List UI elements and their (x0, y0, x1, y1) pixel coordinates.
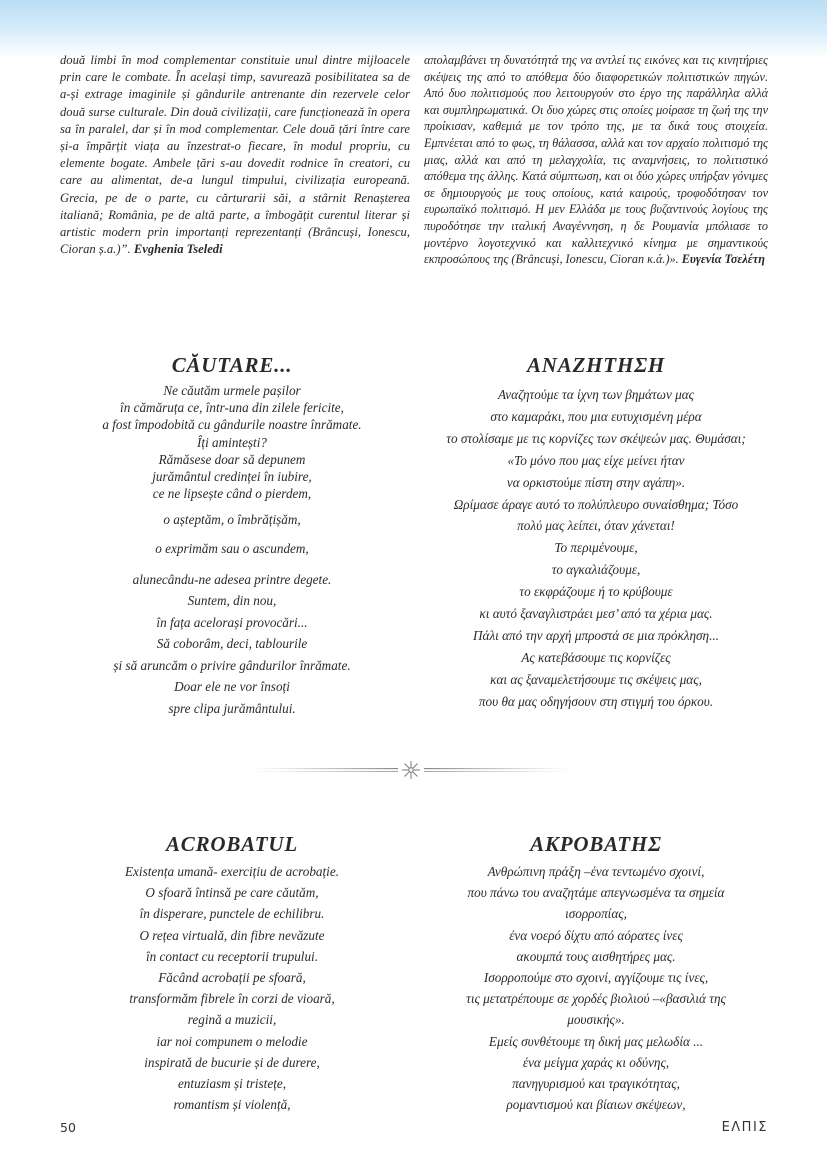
poem-title: ΑΚΡΟΒΑΤΗΣ (530, 832, 662, 856)
poem-line: πανηγυρισμού και τραγικότητας, (512, 1076, 680, 1092)
poem-line: regină a muzicii, (187, 1012, 277, 1028)
poem-line: μουσικής». (567, 1012, 625, 1028)
poem-line: το αγκαλιάζουμε, (551, 562, 641, 578)
poem-line: Ισορροπούμε στο σχοινί, αγγίζουμε τις ίνες, (483, 970, 709, 986)
poem-line: în cămăruța ce, într-una din zilele fericite, (120, 400, 344, 416)
page-number: 50 (60, 1120, 76, 1135)
poem-line: inspirată de bucurie și de durere, (144, 1054, 320, 1070)
poem-line: πολύ μας λείπει, όταν χάνεται! (517, 518, 675, 534)
poem-line: κι αυτό ξαναγλιστράει μεσ’ από τα χέρια μας. (479, 606, 713, 622)
poem-line: στο καμαράκι, που μια ευτυχισμένη μέρα (490, 408, 702, 424)
poem-akrovatis (426, 832, 766, 1115)
poem-line: Εμείς συνθέτουμε τη δική μας μελωδία ... (488, 1033, 704, 1049)
prose-left (60, 52, 410, 258)
poem-cautare (62, 353, 402, 719)
poem-line: ce ne lipsește când o pierdem, (152, 486, 312, 502)
prose-left-author: Evghenia Tseledi (133, 242, 223, 257)
poem-line: Αναζητούμε τα ίχνη των βημάτων μας (497, 387, 695, 402)
poem-line: iar noi compunem o melodie (156, 1033, 308, 1049)
poem-line: Existența umană- exercițiu de acrobație. (125, 864, 339, 879)
poem-line: ένα νοερό δίχτυ από αόρατες ίνες (509, 927, 683, 943)
poem-line: Suntem, din nou, (187, 593, 277, 609)
poem-title: ACROBATUL (165, 832, 299, 856)
poem-line: și să aruncăm o privire gândurilor înrămate. (113, 657, 351, 673)
poem-line: Ne căutăm urmele pașilor (163, 383, 301, 398)
poem-line: în disperare, punctele de echilibru. (139, 906, 325, 922)
magazine-name: ΕΛΠΙΣ (721, 1120, 768, 1135)
poem-line: το εκφράζουμε ή το κρύβουμε (519, 584, 673, 600)
poem-line: τις μετατρέπουμε σε χορδές βιολιού –«βασιλιά της (466, 991, 726, 1007)
poem-line: O rețea virtuală, din fibre nevăzute (139, 927, 325, 943)
poem-line: alunecându-ne adesea printre degete. (132, 571, 332, 587)
poem-line: Să coborâm, deci, tablourile (156, 636, 308, 652)
poem-line: Făcând acrobații pe sfoară, (158, 970, 306, 986)
poem-line: που πάνω του αναζητάμε απεγνωσμένα τα σημεία (467, 885, 725, 901)
poem-line: το στολίσαμε με τις κορνίζες των σκέψεών μας. Θυμάσαι; (446, 430, 746, 446)
prose-right-text: απολαμβάνει τη δυνατότητά της να αντλεί τις εικόνες και τις κινητήριες σκέψεις της από το απόθεμα δύο διαφορετικών πολιτιστικών πηγών. Από δυο πολιτισμούς που λειτουργούν στο έργο της παράλληλα αλλά και συμπληρωματικά. Οι δυο χώρες στις οποίες μοίρασε τη ζωή της την προίκισαν, καθεμιά με τον τρόπο της, με τα δικά τους στοιχεία. Εμπνέεται από το φως, τη θάλασσα, αλλά και τον αρχαίο πολιτισμό της μιας, αλλά και από τη μελαγχολία, τις αναμνήσεις, το πολιτιστικό απόθεμα της άλλης. Κατά σύμπτωση, και οι δύο χώρες υπήρξαν γόνιμες σε δημιουργούς με τους οποίους, κατά καιρούς, τροφοδότησαν τον ευρωπαϊκό πολιτισμό. Η μεν Ελλάδα με τους βυζαντινούς λογίους της πυροδότησε την ιταλική Αναγέννηση, η δε Ρουμανία μπόλιασε το μοντέρνο λογοτεχνικό και καλλιτεχνικό κίνημα με σημαντικούς εκπροσώπους της (Brâncuși, Ionescu, Cioran κ.ά.)». (424, 53, 768, 267)
poem-line: transformăm fibrele în corzi de vioară, (129, 991, 335, 1007)
poem-line: entuziasm și tristețe, (177, 1076, 287, 1092)
poem-line: ισορροπίας, (565, 906, 627, 922)
poem-title: CĂUTARE... (171, 353, 293, 377)
poem-line: în contact cu receptorii trupului. (145, 948, 319, 964)
poem-line: Doar ele ne vor însoți (174, 679, 290, 695)
prose-right (424, 52, 768, 268)
top-gradient-band (0, 0, 827, 58)
poem-title: ΑΝΑΖΗΤΗΣΗ (526, 353, 666, 377)
poem-line: jurământul credinței în iubire, (152, 469, 312, 485)
ornamental-star-divider-icon (252, 760, 570, 780)
poem-anazitisi (426, 353, 766, 713)
poem-line: Πάλι από την αρχή μπροστά σε μια πρόκληση... (473, 627, 719, 643)
poem-line: O sfoară întinsă pe care căutăm, (145, 885, 319, 901)
poem-acrobatul (62, 832, 402, 1115)
poem-line: ένα μείγμα χαράς κι οδύνης, (522, 1054, 670, 1070)
poem-line: Ωρίμασε άραγε αυτό το πολύπλευρο συναίσθημα; Τόσο (453, 496, 739, 512)
poem-line: Îți amintești? (197, 434, 267, 450)
prose-right-author: Ευγενία Τσελέτη (681, 252, 765, 267)
poem-line: Rămăsese doar să depunem (158, 451, 306, 467)
poem-line: în fața acelorași provocări... (156, 614, 308, 630)
poem-line: romantism și violență, (173, 1097, 291, 1113)
poem-line: o exprimăm sau o ascundem, (155, 540, 309, 556)
prose-left-text: două limbi în mod complementar constituie unul dintre mijloacele prin care le combate. În același timp, savurează posibilitatea sa de a-și extrage imaginile și gândurile antrenante din rezervele celor două surse culturale. Din două civilizații, care funcționează în opera sa în paralel, dar și în mod complementar. Cele două țări între care și-a împărțit viața au înzestrat-o fiecare, în modul propriu, cu elemente bogate. Ambele țări s-au dovedit rodnice în creatori, cu care au alimentat, de-a lungul timpului, civilizația europeană. Grecia, pe de o parte, cu cărturarii săi, a stârnit Renașterea italiană; România, pe de altă parte, a îmbogățit curentul literar și artistic modern prin importanți reprezentanți (Brâncuși, Ionescu, Cioran ș.a.)”. (60, 53, 410, 257)
poem-line: a fost împodobită cu gândurile noastre înrămate. (102, 417, 362, 433)
poem-line: Ας κατεβάσουμε τις κορνίζες (521, 649, 671, 665)
poem-line: και ας ξαναμελετήσουμε τις σκέψεις μας, (490, 671, 702, 687)
poem-line: Ανθρώπινη πράξη –ένα τεντωμένο σχοινί, (487, 864, 705, 879)
poem-line: ακουμπά τους αισθητήρες μας. (516, 948, 676, 964)
poem-line: να ορκιστούμε πίστη στην αγάπη». (506, 474, 686, 490)
poem-line: που θα μας οδηγήσουν στη στιγμή του όρκου. (478, 693, 714, 709)
poem-line: Το περιμένουμε, (554, 540, 638, 556)
poem-line: «Το μόνο που μας είχε μείνει ήταν (507, 452, 685, 468)
poem-line: o așteptăm, o îmbrățișăm, (163, 512, 301, 528)
poem-line: ρομαντισμού και βίαιων σκέψεων, (506, 1097, 686, 1113)
poem-line: spre clipa jurământului. (168, 700, 296, 716)
